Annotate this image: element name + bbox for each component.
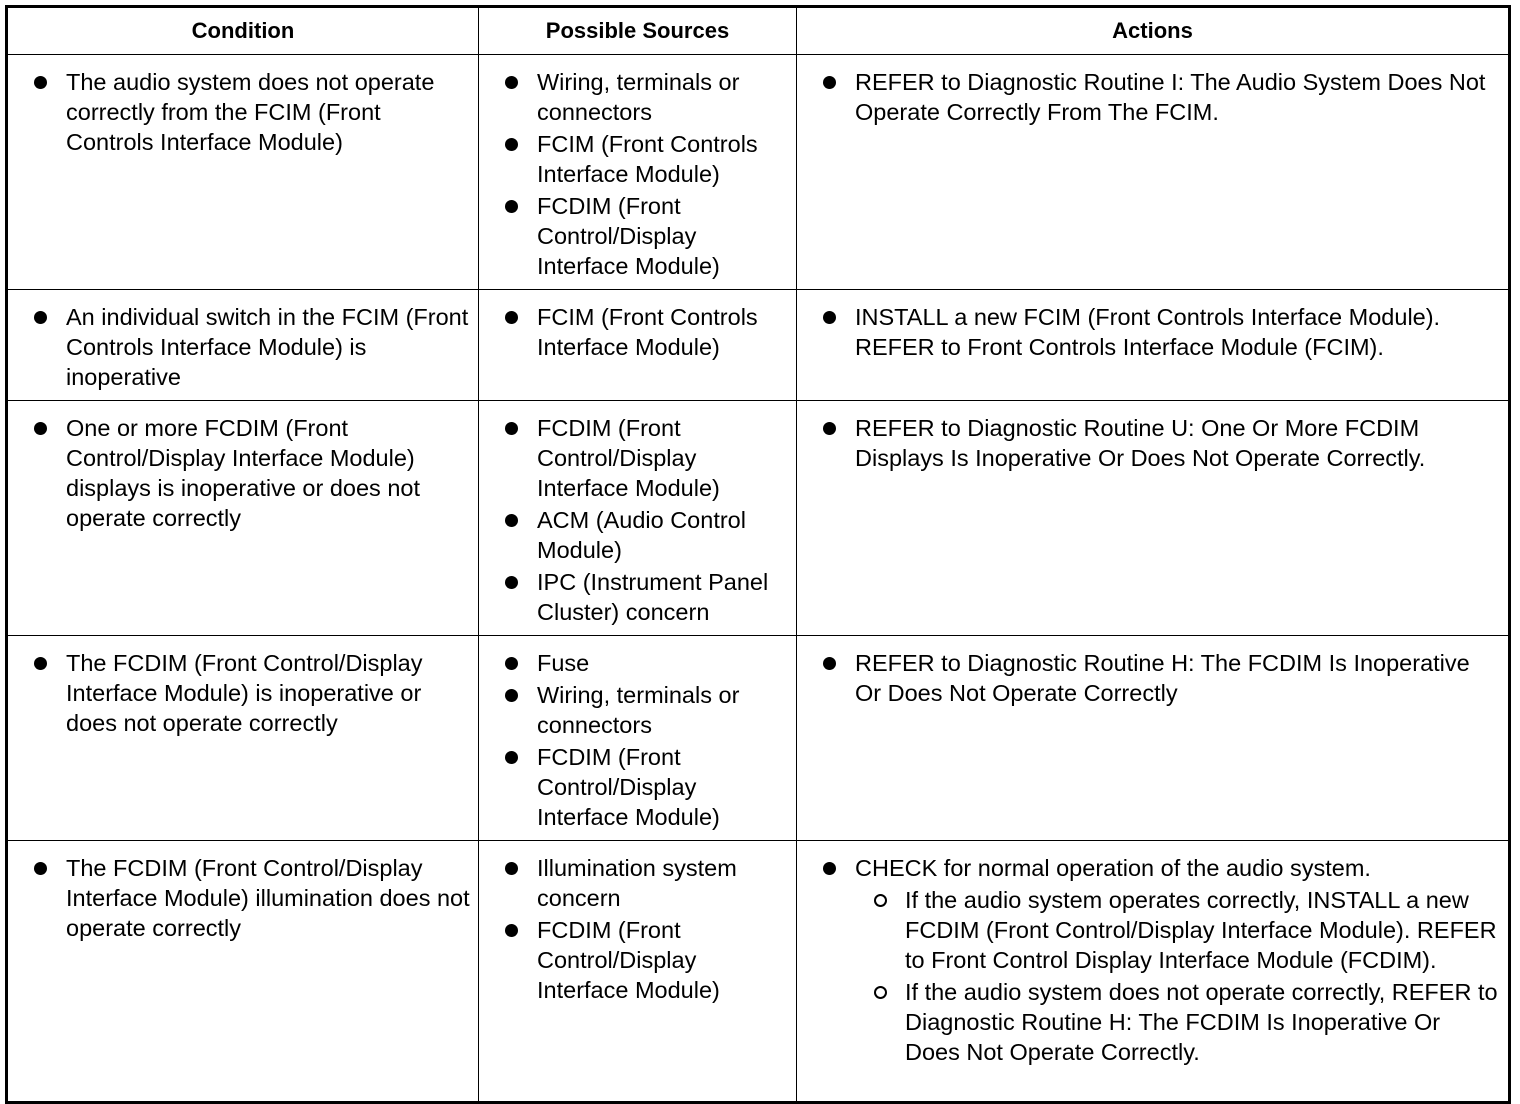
actions-list [817, 67, 1500, 127]
source-item: Wiring, terminals or connectors [499, 67, 788, 127]
source-item: FCDIM (Front Control/Display Interface Module) [499, 413, 788, 503]
source-item: FCIM (Front Controls Interface Module) [499, 129, 788, 189]
condition-cell [7, 636, 479, 841]
action-text: REFER to Diagnostic Routine U: One Or More FCDIM Displays Is Inoperative Or Does Not Operate Correctly. [855, 415, 1426, 471]
sources-cell [479, 290, 797, 401]
source-item: Fuse [499, 648, 788, 678]
condition-item: The audio system does not operate correctly from the FCIM (Front Controls Interface Module) [28, 67, 470, 157]
table-row [7, 636, 1510, 841]
source-item: FCIM (Front Controls Interface Module) [499, 302, 788, 362]
actions-cell [797, 290, 1510, 401]
condition-list [28, 67, 470, 157]
table-row [7, 841, 1510, 1103]
table-row [7, 401, 1510, 636]
sources-list [499, 648, 788, 832]
sources-list [499, 67, 788, 281]
condition-item: The FCDIM (Front Control/Display Interface Module) is inoperative or does not operate correctly [28, 648, 470, 738]
action-text: INSTALL a new FCIM (Front Controls Interface Module). REFER to Front Controls Interface Module (FCIM). [855, 304, 1441, 360]
condition-cell [7, 55, 479, 290]
sources-list [499, 302, 788, 362]
source-item: IPC (Instrument Panel Cluster) concern [499, 567, 788, 627]
condition-item: An individual switch in the FCIM (Front Controls Interface Module) is inoperative [28, 302, 470, 392]
table-row [7, 55, 1510, 290]
actions-cell [797, 636, 1510, 841]
sources-list [499, 413, 788, 627]
action-item [817, 413, 1500, 473]
table-row [7, 290, 1510, 401]
header-actions: Actions [797, 7, 1510, 55]
action-text: CHECK for normal operation of the audio system. [855, 855, 1371, 881]
source-item: ACM (Audio Control Module) [499, 505, 788, 565]
action-sub-item: If the audio system operates correctly, INSTALL a new FCDIM (Front Control/Display Interface Module). REFER to Front Control Display Interface Module (FCDIM). [855, 885, 1500, 975]
header-possible-sources: Possible Sources [479, 7, 797, 55]
action-item [817, 302, 1500, 362]
source-item: FCDIM (Front Control/Display Interface Module) [499, 191, 788, 281]
action-sub-item: If the audio system does not operate correctly, REFER to Diagnostic Routine H: The FCDIM Is Inoperative Or Does Not Operate Correctly. [855, 977, 1500, 1067]
actions-list [817, 302, 1500, 362]
diagnostic-table [5, 5, 1511, 1104]
actions-cell [797, 401, 1510, 636]
source-item: FCDIM (Front Control/Display Interface Module) [499, 915, 788, 1005]
actions-cell [797, 55, 1510, 290]
condition-list [28, 853, 470, 943]
actions-list [817, 413, 1500, 473]
sources-cell [479, 636, 797, 841]
action-item [817, 67, 1500, 127]
action-item [817, 648, 1500, 708]
condition-list [28, 302, 470, 392]
actions-cell [797, 841, 1510, 1103]
source-item: Wiring, terminals or connectors [499, 680, 788, 740]
actions-list [817, 853, 1500, 1067]
source-item: Illumination system concern [499, 853, 788, 913]
condition-item: The FCDIM (Front Control/Display Interface Module) illumination does not operate correctly [28, 853, 470, 943]
action-sub-list [855, 885, 1500, 1067]
actions-list [817, 648, 1500, 708]
sources-cell [479, 401, 797, 636]
header-row [7, 7, 1510, 55]
condition-cell [7, 290, 479, 401]
condition-list [28, 648, 470, 738]
sources-cell [479, 55, 797, 290]
action-item [817, 853, 1500, 1067]
condition-item: One or more FCDIM (Front Control/Display Interface Module) displays is inoperative or does not operate correctly [28, 413, 470, 533]
header-condition: Condition [7, 7, 479, 55]
sources-list [499, 853, 788, 1005]
action-text: REFER to Diagnostic Routine H: The FCDIM Is Inoperative Or Does Not Operate Correctly [855, 650, 1470, 706]
action-text: REFER to Diagnostic Routine I: The Audio System Does Not Operate Correctly From The FCIM. [855, 69, 1486, 125]
condition-cell [7, 401, 479, 636]
source-item: FCDIM (Front Control/Display Interface Module) [499, 742, 788, 832]
sources-cell [479, 841, 797, 1103]
condition-cell [7, 841, 479, 1103]
condition-list [28, 413, 470, 533]
table-body [7, 55, 1510, 1103]
